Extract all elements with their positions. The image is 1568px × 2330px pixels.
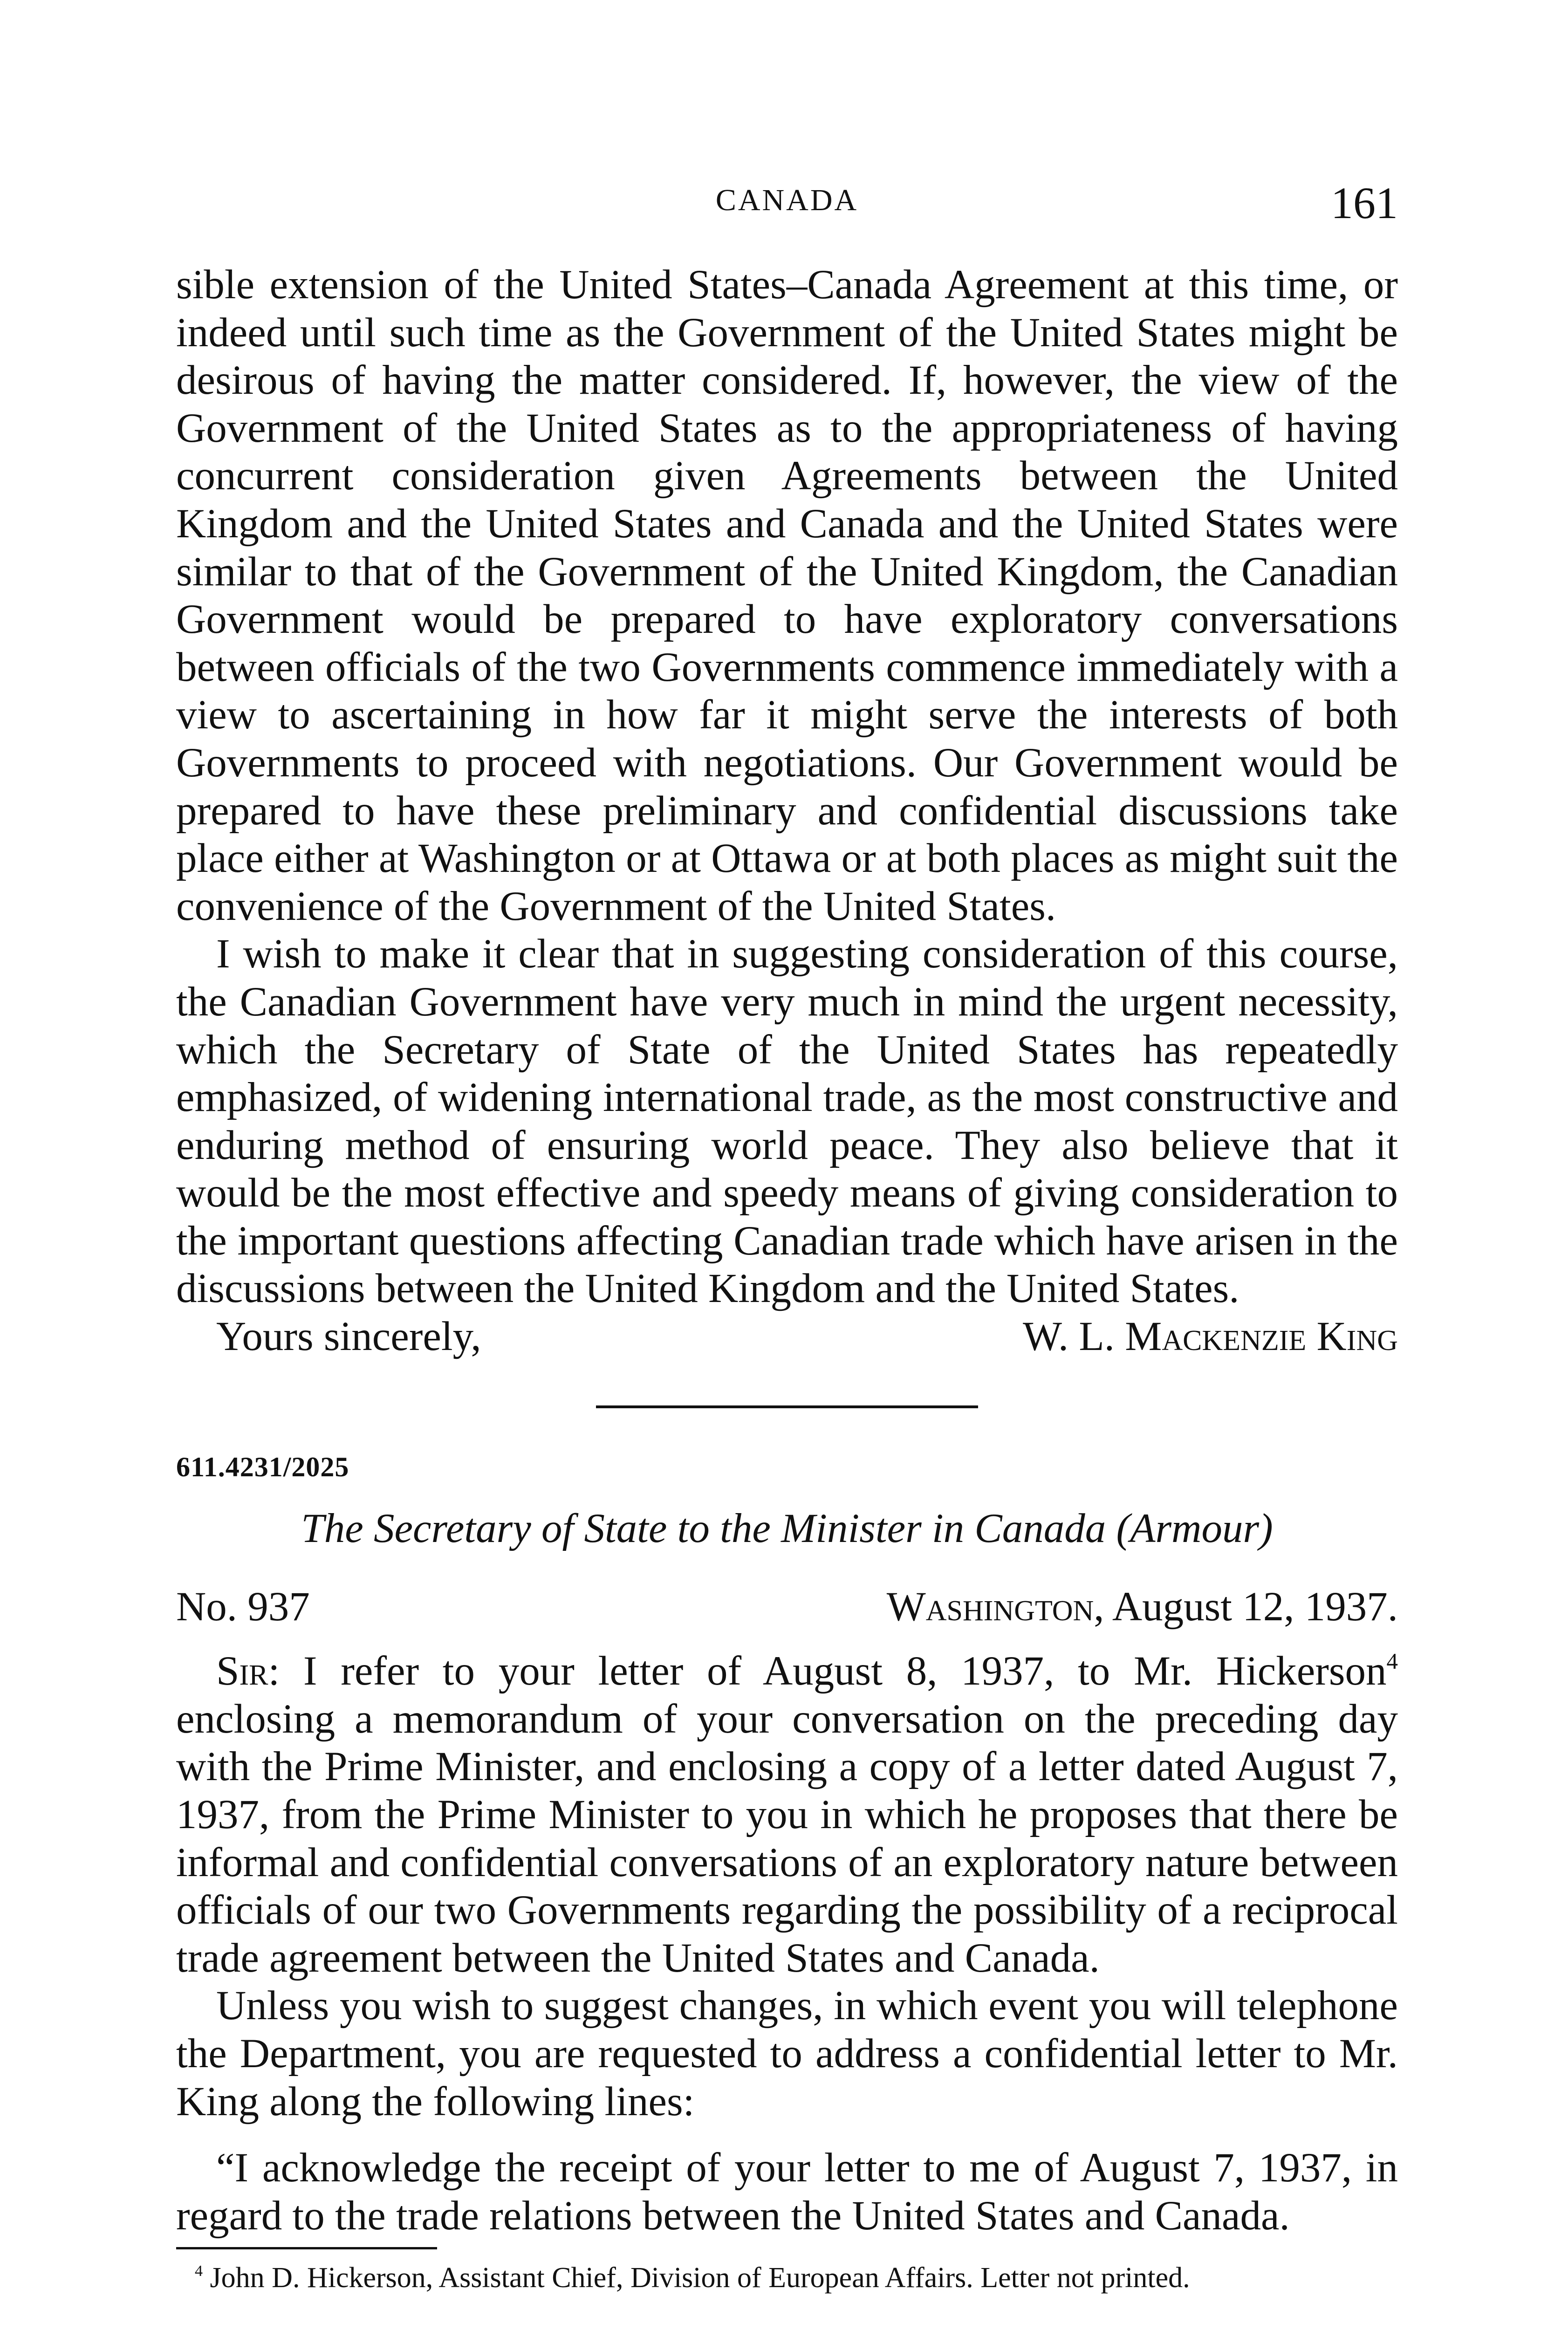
footnote-marker: 4 xyxy=(195,2262,203,2280)
footnote-text: John D. Hickerson, Assistant Chief, Division of European Affairs. Letter not printed. xyxy=(210,2262,1190,2294)
file-number: 611.4231/2025 xyxy=(176,1451,349,1482)
doc2-paragraph-1-text-b: enclosing a memorandum of your conversation on the preceding day with the Prime Minister, and enclosing a copy of a letter dated August 7, 1937, from the Prime Minister to you in which he proposes that there be informal and confidential conversations of an exploratory nature between officials of our two Governments regarding the possibility of a reciprocal trade agreement between the United States and Canada. xyxy=(176,1696,1398,1981)
page-number: 161 xyxy=(1331,178,1398,228)
section-title: CANADA xyxy=(715,183,859,217)
document-title: The Secretary of State to the Minister in Canada (Armour) xyxy=(301,1505,1273,1551)
document-number: No. 937 xyxy=(176,1583,310,1630)
footnote xyxy=(176,2261,1398,2294)
page-body xyxy=(176,261,1398,2294)
doc2-paragraph-3-quote: “I acknowledge the receipt of your letter to me of August 7, 1937, in regard to the trade relations between the United States and Canada. xyxy=(176,2145,1398,2239)
document-header-row xyxy=(176,1583,1398,1631)
doc2-paragraph-1-text-a: : I refer to your letter of August 8, 1937, to Mr. Hickerson xyxy=(268,1648,1387,1694)
doc2-paragraph-1 xyxy=(176,1647,1398,1982)
place-date xyxy=(887,1583,1398,1631)
footnote-reference: 4 xyxy=(1386,1648,1398,1674)
closing: Yours sincerely, xyxy=(216,1314,481,1360)
doc2-paragraph-2: Unless you wish to suggest changes, in which event you will telephone the Department, you are requested to address a confidential letter to Mr. King along the following lines: xyxy=(176,1983,1398,2124)
signature: W. L. Mackenzie King xyxy=(1023,1314,1398,1360)
footnote-divider xyxy=(176,2247,437,2249)
date: , August 12, 1937. xyxy=(1094,1583,1398,1630)
letter1-signoff xyxy=(176,1313,1398,1361)
letter1-paragraph-2: I wish to make it clear that in suggesting consideration of this course, the Canadian Government have very much in mind the urgent necessity, which the Secretary of State of the United States has repeatedly emphasized, of widening international trade, as the most constructive and enduring method of ensuring world peace. They also believe that it would be the most effective and speedy means of giving consideration to the important questions affecting Canadian trade which have arisen in the discussions between the United Kingdom and the United States. xyxy=(176,931,1398,1312)
running-head xyxy=(176,177,1398,228)
letter1-paragraph-1: sible extension of the United States–Canada Agreement at this time, or indeed until such time as the Government of the United States might be desirous of having the matter considered. If, however, the view of the Government of the United States as to the appropriateness of having concurrent consideration given Agreements between the United Kingdom and the United States and Canada and the United States were similar to that of the Government of the United Kingdom, the Canadian Government would be prepared to have exploratory conversations between officials of the two Governments commence immediately with a view to ascertaining in how far it might serve the interests of both Governments to proceed with negotiations. Our Government would be prepared to have these preliminary and confidential discussions take place either at Washington or at Ottawa or at both places as might suit the convenience of the Government of the United States. xyxy=(176,262,1398,929)
place: Washington xyxy=(886,1583,1094,1630)
section-divider xyxy=(596,1405,978,1408)
salutation: Sir xyxy=(216,1648,268,1694)
